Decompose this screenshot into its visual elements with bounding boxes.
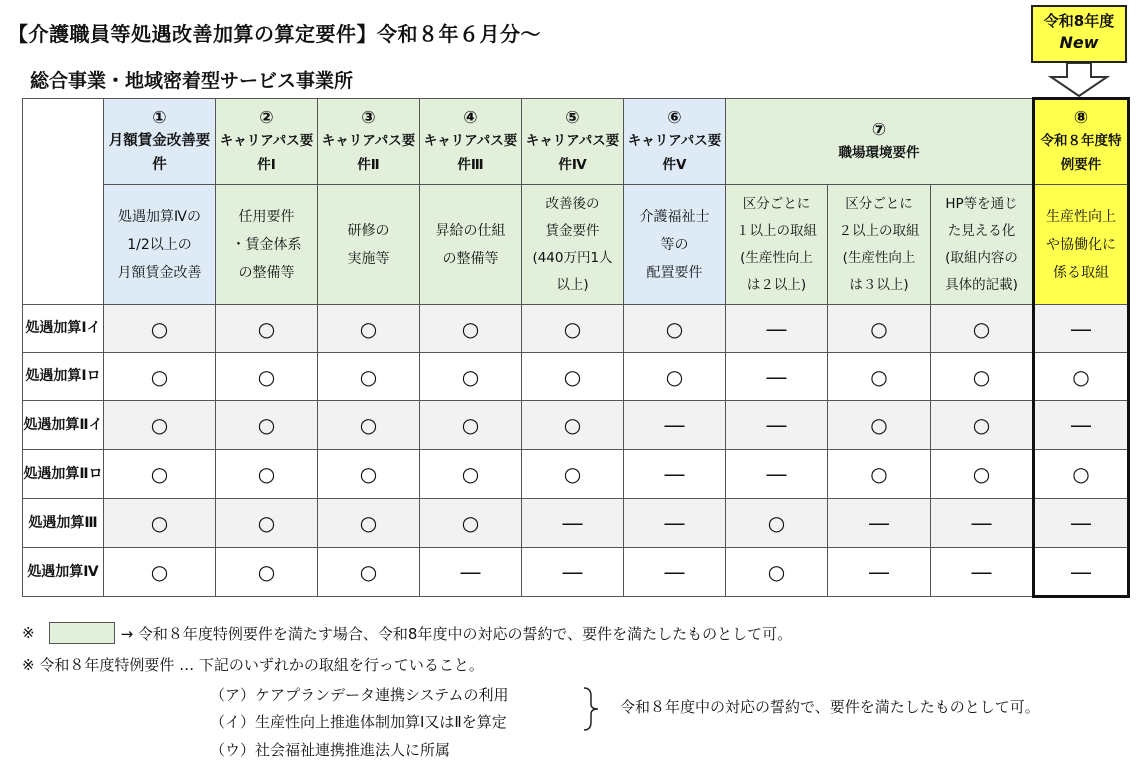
dash-mark: ― <box>1071 316 1091 341</box>
requirement-cell <box>420 450 522 499</box>
requirement-cell <box>522 499 624 548</box>
col-number: ⑦ <box>871 119 887 140</box>
description-line: 1/2以上の <box>127 236 192 253</box>
requirement-cell <box>931 499 1034 548</box>
green-swatch <box>49 622 115 644</box>
requirement-cell <box>420 499 522 548</box>
requirement-cell <box>216 450 318 499</box>
requirement-cell <box>726 548 828 597</box>
col-desc-7a <box>726 185 828 305</box>
circle-mark: ○ <box>870 462 888 486</box>
col-desc-7c <box>931 185 1034 305</box>
requirement-cell <box>1034 499 1129 548</box>
requirement-cell <box>828 499 931 548</box>
col-description <box>726 191 827 299</box>
requirement-cell <box>522 548 624 597</box>
col-name: キャリアパス要件Ⅲ <box>423 132 518 173</box>
circle-mark: ○ <box>257 462 276 486</box>
corner-cell <box>23 99 104 305</box>
circle-mark: ○ <box>150 316 169 341</box>
circle-mark: ○ <box>563 462 582 486</box>
circle-mark: ○ <box>150 462 169 486</box>
table-row <box>23 499 1129 548</box>
circle-mark: ○ <box>257 511 276 535</box>
requirement-cell <box>318 450 420 499</box>
row-label: 処遇加算Ⅰイ <box>23 305 104 353</box>
col-desc-2 <box>216 185 318 305</box>
requirements-table <box>22 97 1130 598</box>
requirement-cell <box>216 401 318 450</box>
requirement-cell <box>104 548 216 597</box>
requirement-cell <box>828 305 931 353</box>
dash-mark: ― <box>766 413 787 437</box>
dash-mark: ― <box>1071 511 1091 535</box>
dash-mark: ― <box>869 560 889 584</box>
col-name: 月額賃金改善要件 <box>108 132 211 173</box>
circle-mark: ○ <box>257 560 276 584</box>
requirement-cell <box>828 401 931 450</box>
dash-mark: ― <box>869 511 889 535</box>
circle-mark: ○ <box>665 364 684 389</box>
col-description <box>1035 203 1127 287</box>
requirement-cell <box>624 401 726 450</box>
requirement-cell <box>522 450 624 499</box>
col-number: ⑥ <box>667 107 682 128</box>
col-header-1 <box>104 99 216 185</box>
circle-mark: ○ <box>1072 364 1090 389</box>
col-description <box>931 191 1032 299</box>
table-row <box>23 401 1129 450</box>
row-label: 処遇加算Ⅲ <box>23 499 104 548</box>
requirement-cell <box>624 548 726 597</box>
circle-mark: ○ <box>461 413 480 437</box>
description-line: 改善後の <box>545 195 600 212</box>
description-line: 以上) <box>556 276 589 293</box>
page-subtitle: 総合事業・地域密着型サービス事業所 <box>30 70 354 92</box>
description-line: 具体的記載) <box>945 276 1018 293</box>
circle-mark: ○ <box>359 462 378 486</box>
description-line: 等の <box>660 236 689 253</box>
col-desc-1 <box>104 185 216 305</box>
col-name: キャリアパス要件Ⅱ <box>321 132 416 173</box>
requirement-cell <box>726 353 828 401</box>
circle-mark: ○ <box>563 413 582 437</box>
note-legend <box>22 622 792 644</box>
requirement-cell <box>828 548 931 597</box>
description-line: 介護福祉士 <box>639 208 710 225</box>
new-badge-line1: 令和8年度 <box>1043 12 1115 30</box>
requirement-cell <box>216 548 318 597</box>
description-line: の整備等 <box>238 264 295 281</box>
description-line: 研修の <box>347 222 390 239</box>
requirement-cell <box>420 353 522 401</box>
requirement-cell <box>624 499 726 548</box>
requirement-cell <box>216 305 318 353</box>
dash-mark: ― <box>766 462 787 486</box>
requirement-cell <box>420 548 522 597</box>
note-item-u: （ウ）社会福祉連携推進法人に所属 <box>210 741 451 759</box>
col-header-8 <box>1034 99 1129 185</box>
requirement-cell <box>420 401 522 450</box>
description-line: 処遇加算Ⅳの <box>118 208 201 225</box>
description-line: 実施等 <box>347 250 390 267</box>
requirement-cell <box>104 353 216 401</box>
requirement-cell <box>1034 401 1129 450</box>
description-line: 区分ごとに <box>845 195 913 212</box>
col-name: 職場環境要件 <box>838 144 920 161</box>
circle-mark: ○ <box>1072 462 1090 486</box>
requirement-cell <box>931 401 1034 450</box>
circle-mark: ○ <box>150 364 169 389</box>
requirement-cell <box>1034 353 1129 401</box>
circle-mark: ○ <box>359 413 378 437</box>
requirement-cell <box>624 353 726 401</box>
table-row <box>23 353 1129 401</box>
circle-mark: ○ <box>563 364 582 389</box>
circle-mark: ○ <box>150 413 169 437</box>
description-line: (生産性向上 <box>740 249 813 266</box>
circle-mark: ○ <box>257 364 276 389</box>
circle-mark: ○ <box>767 511 786 535</box>
requirement-cell <box>726 401 828 450</box>
requirement-cell <box>1034 548 1129 597</box>
description-line: １以上の取組 <box>736 222 817 239</box>
col-description <box>420 217 521 273</box>
down-arrow-icon <box>1047 63 1111 97</box>
page-title: 【介護職員等処遇改善加算の算定要件】令和８年６月分～ <box>8 22 541 46</box>
requirement-cell <box>1034 450 1129 499</box>
requirement-cell <box>420 305 522 353</box>
new-badge-line2: New <box>1059 33 1099 52</box>
description-line: 係る取組 <box>1053 264 1109 281</box>
note-special: ※ 令和８年度特例要件 … 下記のいずれかの取組を行っていること。 <box>22 656 484 674</box>
requirement-cell <box>104 499 216 548</box>
col-header-3 <box>318 99 420 185</box>
dash-mark: ― <box>664 560 685 584</box>
row-label: 処遇加算Ⅱロ <box>23 450 104 499</box>
circle-mark: ○ <box>767 560 786 584</box>
col-description <box>318 217 419 273</box>
dash-mark: ― <box>1071 413 1091 437</box>
circle-mark: ○ <box>972 413 991 437</box>
dash-mark: ― <box>664 413 685 437</box>
col-description <box>104 203 215 287</box>
requirement-cell <box>522 305 624 353</box>
requirement-cell <box>318 401 420 450</box>
circle-mark: ○ <box>461 364 480 389</box>
circle-mark: ○ <box>257 316 276 341</box>
circle-mark: ○ <box>257 413 276 437</box>
description-line: は３以上) <box>849 276 909 293</box>
description-line: 区分ごとに <box>742 195 811 212</box>
col-name: キャリアパス要件Ⅳ <box>525 132 620 173</box>
requirement-cell <box>318 548 420 597</box>
requirement-cell <box>931 305 1034 353</box>
col-header-5 <box>522 99 624 185</box>
col-number: ⑤ <box>565 107 580 128</box>
requirement-cell <box>318 305 420 353</box>
description-line: 賃金要件 <box>545 222 600 239</box>
description-line: 配置要件 <box>646 264 703 281</box>
dash-mark: ― <box>562 560 583 584</box>
requirement-cell <box>522 353 624 401</box>
description-line: は２以上) <box>746 276 807 293</box>
description-line: (440万円1人 <box>532 249 613 266</box>
dash-mark: ― <box>664 462 685 486</box>
col-desc-7b <box>828 185 931 305</box>
col-name: キャリアパス要件Ⅰ <box>219 132 314 173</box>
requirement-cell <box>104 401 216 450</box>
requirement-cell <box>522 401 624 450</box>
dash-mark: ― <box>460 560 481 584</box>
dash-mark: ― <box>766 316 787 341</box>
requirement-cell <box>726 450 828 499</box>
col-number: ③ <box>361 107 376 128</box>
circle-mark: ○ <box>563 316 582 341</box>
circle-mark: ○ <box>150 560 169 584</box>
col-number: ⑧ <box>1073 108 1089 128</box>
note-item-i: （イ）生産性向上推進体制加算Ⅰ又はⅡを算定 <box>210 713 507 731</box>
col-name: 令和８年度特例要件 <box>1040 133 1122 173</box>
col-description <box>522 191 623 299</box>
dash-mark: ― <box>664 511 685 535</box>
col-desc-5 <box>522 185 624 305</box>
col-number: ① <box>152 107 167 128</box>
col-desc-3 <box>318 185 420 305</box>
col-number: ② <box>259 107 274 128</box>
requirement-cell <box>726 305 828 353</box>
circle-mark: ○ <box>461 511 480 535</box>
col-description <box>828 191 930 299</box>
col-desc-6 <box>624 185 726 305</box>
description-line: や協働化に <box>1046 236 1116 253</box>
circle-mark: ○ <box>461 316 480 341</box>
circle-mark: ○ <box>359 560 378 584</box>
requirement-cell <box>318 499 420 548</box>
requirement-cell <box>104 450 216 499</box>
note-legend-text: → 令和８年度特例要件を満たす場合、令和8年度中の対応の誓約で、要件を満たしたものとして可。 <box>120 624 793 643</box>
requirement-cell <box>828 450 931 499</box>
circle-mark: ○ <box>665 316 684 341</box>
circle-mark: ○ <box>870 364 888 389</box>
requirement-cell <box>216 353 318 401</box>
requirement-cell <box>1034 305 1129 353</box>
col-desc-4 <box>420 185 522 305</box>
requirement-cell <box>624 450 726 499</box>
note-legend-prefix: ※ <box>22 624 35 642</box>
col-header-4 <box>420 99 522 185</box>
requirement-cell <box>318 353 420 401</box>
row-label: 処遇加算Ⅰロ <box>23 353 104 401</box>
description-line: た見える化 <box>947 222 1016 239</box>
description-line: ・賃金体系 <box>231 236 302 253</box>
circle-mark: ○ <box>870 413 888 437</box>
table-row <box>23 305 1129 353</box>
table-row <box>23 450 1129 499</box>
circle-mark: ○ <box>150 511 169 535</box>
requirement-cell <box>931 353 1034 401</box>
requirement-cell <box>931 548 1034 597</box>
dash-mark: ― <box>971 511 992 535</box>
right-brace-icon <box>582 686 602 732</box>
requirement-cell <box>216 499 318 548</box>
description-line: ２以上の取組 <box>838 222 920 239</box>
circle-mark: ○ <box>972 462 991 486</box>
requirement-cell <box>931 450 1034 499</box>
circle-mark: ○ <box>359 364 378 389</box>
col-header-6 <box>624 99 726 185</box>
col-name: キャリアパス要件Ⅴ <box>627 132 722 173</box>
circle-mark: ○ <box>972 316 991 341</box>
brace-note: 令和８年度中の対応の誓約で、要件を満たしたものとして可。 <box>620 698 1040 716</box>
requirement-cell <box>726 499 828 548</box>
description-line: 月額賃金改善 <box>117 264 202 281</box>
col-description <box>216 203 317 287</box>
new-badge <box>1031 5 1127 63</box>
col-header-2 <box>216 99 318 185</box>
dash-mark: ― <box>1071 559 1091 584</box>
circle-mark: ○ <box>972 364 991 389</box>
row-label: 処遇加算Ⅳ <box>23 548 104 597</box>
col-number: ④ <box>463 107 478 128</box>
row-label: 処遇加算Ⅱイ <box>23 401 104 450</box>
col-description <box>624 203 725 287</box>
requirement-cell <box>104 305 216 353</box>
requirement-cell <box>624 305 726 353</box>
description-line: (取組内容の <box>945 249 1018 266</box>
dash-mark: ― <box>562 511 583 535</box>
circle-mark: ○ <box>359 511 378 535</box>
description-line: の整備等 <box>442 250 499 267</box>
dash-mark: ― <box>971 560 992 584</box>
description-line: HP等を通じ <box>945 195 1018 212</box>
table-row <box>23 548 1129 597</box>
description-line: 昇給の仕組 <box>435 222 506 239</box>
description-line: (生産性向上 <box>842 249 916 266</box>
description-line: 生産性向上 <box>1046 208 1116 225</box>
circle-mark: ○ <box>870 316 888 341</box>
note-item-a: （ア）ケアプランデータ連携システムの利用 <box>210 686 509 704</box>
dash-mark: ― <box>766 364 787 389</box>
description-line: 任用要件 <box>238 208 295 225</box>
circle-mark: ○ <box>461 462 480 486</box>
col-desc-8 <box>1034 185 1129 305</box>
circle-mark: ○ <box>359 316 378 341</box>
requirement-cell <box>828 353 931 401</box>
col-header-7 <box>726 99 1034 185</box>
